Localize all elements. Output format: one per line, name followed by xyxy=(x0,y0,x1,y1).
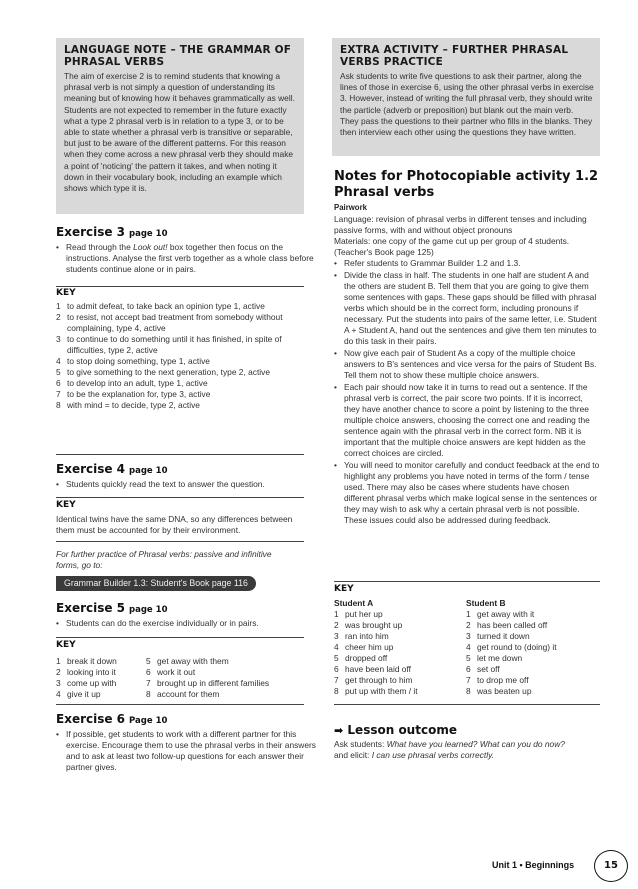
exercise6-heading xyxy=(56,712,167,726)
key-item xyxy=(466,686,606,697)
key-item xyxy=(146,678,311,689)
key-item-text: was brought up xyxy=(345,620,403,630)
exercise4-instruction: • Students quickly read the text to answer the question. xyxy=(56,479,314,490)
exercise4-key-bottom-rule xyxy=(56,541,304,542)
exercise4-key-title: KEY xyxy=(56,500,76,510)
exercise3-key-bottom-rule xyxy=(56,454,304,455)
key-item-number: 7 xyxy=(146,678,151,688)
notes-key-title: KEY xyxy=(334,584,354,594)
exercise3-instruction: • Read through the Look out! box together then focus on the instructions. Analyse the first verb together as a whole class before students continue alone or in pairs. xyxy=(56,242,314,275)
key-item xyxy=(334,620,462,631)
exercise3-key-list xyxy=(56,301,306,411)
notes-bullet: • You will need to monitor carefully and conduct feedback at the end to highlight any problems you have noted in terms of the form / tense used. There may also be cases where students have chosen different phrasal verbs which make logical sense in the sentences or they may wish to ask why a certain phrasal verb is not possible. These issues could also be addressed during feedback. xyxy=(334,460,600,526)
key-item-text: put her up xyxy=(345,609,383,619)
key-item-number: 3 xyxy=(56,678,61,688)
key-item-text: get round to (doing) it xyxy=(477,642,557,652)
key-item-number: 1 xyxy=(56,301,61,311)
student-b-key-list xyxy=(466,609,606,697)
exercise3-title: Exercise 3 xyxy=(56,225,126,239)
key-item xyxy=(56,389,306,400)
key-item xyxy=(56,301,306,312)
key-item xyxy=(334,642,462,653)
key-item-number: 6 xyxy=(466,664,471,674)
key-item-number: 8 xyxy=(56,400,61,410)
key-item xyxy=(56,400,306,411)
key-item-number: 4 xyxy=(56,689,61,699)
extra-activity-text: Ask students to write five questions to ask their partner, along the lines of those in exercise 6, using the other phrasal verbs in exercise 3. However, instead of writing the full phrasal verb, they should write the particle (adverb or preposition) but blank out the main verb. They pass the questions to their partner who fills in the blanks. They then interview each other using the questions they have written. xyxy=(340,71,594,138)
key-item-text: to develop into an adult, type 1, active xyxy=(67,378,208,388)
key-item-number: 4 xyxy=(334,642,339,652)
key-item-text: to admit defeat, to take back an opinion type 1, active xyxy=(67,301,265,311)
key-item xyxy=(334,675,462,686)
language-note-title: LANGUAGE NOTE – THE GRAMMAR OF PHRASAL VERBS xyxy=(64,44,292,68)
lesson-outcome-title: Lesson outcome xyxy=(347,723,457,737)
student-b-label: Student B xyxy=(466,598,506,608)
notes-pairwork: Pairwork xyxy=(334,203,367,212)
key-item-text: has been called off xyxy=(477,620,548,630)
notes-title xyxy=(334,169,604,201)
exercise4-key-text: Identical twins have the same DNA, so any differences between them must be accounted for by their environment. xyxy=(56,514,293,535)
key-item-text: have been laid off xyxy=(345,664,411,674)
key-item xyxy=(466,653,606,664)
exercise3-page: page 10 xyxy=(129,229,168,239)
key-item xyxy=(56,312,306,334)
key-item xyxy=(466,675,606,686)
key-item xyxy=(466,631,606,642)
key-item-number: 1 xyxy=(466,609,471,619)
key-item-number: 8 xyxy=(146,689,151,699)
key-item-number: 7 xyxy=(56,389,61,399)
key-item-text: to stop doing something, type 1, active xyxy=(67,356,210,366)
key-item xyxy=(56,678,141,689)
key-item-number: 1 xyxy=(56,656,61,666)
lesson-outcome-elicit: and elicit: I can use phrasal verbs correctly. xyxy=(334,750,494,760)
key-item-text: to give something to the next generation, type 2, active xyxy=(67,367,270,377)
key-item xyxy=(146,689,311,700)
exercise4-further-practice: For further practice of Phrasal verbs: passive and infinitive forms, go to: xyxy=(56,549,272,570)
key-item-text: get away with them xyxy=(157,656,229,666)
exercise3-heading xyxy=(56,225,168,239)
key-item-number: 3 xyxy=(56,334,61,344)
extra-activity-title: EXTRA ACTIVITY – FURTHER PHRASAL VERBS PRACTICE xyxy=(340,44,569,68)
notes-language: Language: revision of phrasal verbs in different tenses and including passive forms, with and without object pronouns xyxy=(334,214,587,235)
key-item xyxy=(466,664,606,675)
key-item-text: let me down xyxy=(477,653,523,663)
key-item xyxy=(56,356,306,367)
key-item-text: to resist, not accept bad treatment from somebody without complaining, type 4, active xyxy=(67,312,283,333)
exercise6-instruction: • If possible, get students to work with a different partner for this exercise. Encourage them to use the phrasal verbs in their answers and to ask at least two follow-up questions for each answer their partner gives. xyxy=(56,729,316,773)
exercise5-key-title: KEY xyxy=(56,640,76,650)
key-item-text: put up with them / it xyxy=(345,686,418,696)
key-item-number: 4 xyxy=(56,356,61,366)
notes-bullet: • Refer students to Grammar Builder 1.2 and 1.3. xyxy=(334,258,600,269)
key-item xyxy=(56,378,306,389)
exercise3-key-title: KEY xyxy=(56,288,76,298)
exercise5-key-list-b xyxy=(146,656,311,700)
key-item-number: 3 xyxy=(334,631,339,641)
key-item-number: 5 xyxy=(466,653,471,663)
exercise6-title: Exercise 6 xyxy=(56,712,126,726)
key-item-text: break it down xyxy=(67,656,117,666)
key-item-text: work it out xyxy=(157,667,196,677)
key-item-text: come up with xyxy=(67,678,117,688)
key-item xyxy=(466,642,606,653)
key-item xyxy=(466,620,606,631)
key-item-text: ran into him xyxy=(345,631,389,641)
key-item-text: turned it down xyxy=(477,631,530,641)
key-item xyxy=(334,686,462,697)
exercise4-title: Exercise 4 xyxy=(56,462,126,476)
language-note-text: The aim of exercise 2 is to remind students that knowing a phrasal verb is not simply a question of understanding its meaning but of knowing how it behaves grammatically as well. Students are not expected to remember in the future exactly what a type 2 phrasal verb is in relation to a type 3, or to be able to state whether a phrasal verb is transitive or separable, but just to be aware of the different patterns. For this reason when they come across a new phrasal verb they should make a point of 'noticing' the pattern it takes, and when noting it down in their vocabulary book, including an example which shows which type it is. xyxy=(64,71,295,194)
key-item-number: 7 xyxy=(466,675,471,685)
extra-activity-box xyxy=(332,38,600,156)
exercise5-key-rule xyxy=(56,637,304,638)
key-item-text: dropped off xyxy=(345,653,388,663)
notes-materials: Materials: one copy of the game cut up per group of 4 students. (Teacher's Book page 125) xyxy=(334,236,570,257)
key-item-number: 8 xyxy=(466,686,471,696)
exercise4-page: page 10 xyxy=(129,466,168,476)
notes-bullets xyxy=(334,258,600,527)
key-item-text: get through to him xyxy=(345,675,413,685)
key-item xyxy=(56,689,141,700)
key-item-text: get away with it xyxy=(477,609,535,619)
arrow-right-icon: ➡ xyxy=(334,724,344,737)
student-a-key-list xyxy=(334,609,462,697)
lesson-outcome-ask: Ask students: What have you learned? What can you do now? xyxy=(334,739,565,749)
key-item-number: 8 xyxy=(334,686,339,696)
exercise5-key-bottom-rule xyxy=(56,704,304,705)
exercise5-heading xyxy=(56,601,168,615)
notes-bullet: • Now give each pair of Student As a copy of the multiple choice answers to B's sentences and vice versa for the pairs of Student Bs. Tell them not to show these multiple choice answers. xyxy=(334,348,600,381)
key-item-text: to drop me off xyxy=(477,675,529,685)
key-item-number: 6 xyxy=(146,667,151,677)
exercise3-key-rule xyxy=(56,286,304,287)
key-item xyxy=(146,656,311,667)
key-item-text: brought up in different families xyxy=(157,678,270,688)
key-item xyxy=(334,653,462,664)
key-item-number: 2 xyxy=(466,620,471,630)
key-item xyxy=(56,367,306,378)
key-item-text: to continue to do something until it has finished, in spite of difficulties, type 2, active xyxy=(67,334,282,355)
key-item-text: looking into it xyxy=(67,667,116,677)
key-item-number: 2 xyxy=(334,620,339,630)
notes-key-rule xyxy=(334,581,600,582)
key-item xyxy=(334,609,462,620)
notes-title-line2: Phrasal verbs xyxy=(334,185,435,200)
notes-bullet: • Divide the class in half. The students in one half are student A and the others are student B. Tell them that you are going to give them some sentences with gaps. These gaps should be filled with phrasal verbs which should be in the correct form, including pronouns if necessary. Put the students into pairs of the same letter, i.e. Student A + Student A, hand out the sentences and give them ten minutes to do this task in their pairs. xyxy=(334,270,600,347)
key-item xyxy=(334,631,462,642)
key-item-text: was beaten up xyxy=(477,686,532,696)
key-item-number: 2 xyxy=(56,312,61,322)
notes-title-line1: Notes for Photocopiable activity 1.2 xyxy=(334,169,599,184)
exercise5-key-list-a xyxy=(56,656,141,700)
key-item-number: 5 xyxy=(56,367,61,377)
lesson-outcome-heading xyxy=(334,722,457,739)
key-item xyxy=(466,609,606,620)
key-item-text: with mind = to decide, type 2, active xyxy=(67,400,200,410)
exercise4-key-rule xyxy=(56,497,304,498)
key-item xyxy=(334,664,462,675)
key-item-number: 6 xyxy=(334,664,339,674)
key-item-number: 4 xyxy=(466,642,471,652)
key-item-number: 3 xyxy=(466,631,471,641)
exercise6-page: Page 10 xyxy=(129,716,168,726)
exercise4-heading xyxy=(56,462,168,476)
student-a-label: Student A xyxy=(334,598,374,608)
key-item-text: cheer him up xyxy=(345,642,394,652)
key-item-text: account for them xyxy=(157,689,220,699)
notes-bullet: • Each pair should now take it in turns to read out a sentence. If the phrasal verb is correct, the pair score two points. If it is incorrect, they have another chance to score a point by listening to the three multiple choice answers, choosing the correct one and reading the sentence again with the phrasal verb in the correct form. NB it is important that the multiple choice answers are kept hidden as the correct choices are circled. xyxy=(334,382,600,459)
exercise5-title: Exercise 5 xyxy=(56,601,126,615)
key-item xyxy=(56,334,306,356)
notes-key-bottom-rule xyxy=(334,704,600,705)
key-item-number: 2 xyxy=(56,667,61,677)
page-number: 15 xyxy=(594,850,628,882)
key-item-text: to be the explanation for, type 3, active xyxy=(67,389,211,399)
exercise5-instruction: • Students can do the exercise individually or in pairs. xyxy=(56,618,314,629)
key-item-text: give it up xyxy=(67,689,101,699)
key-item-number: 1 xyxy=(334,609,339,619)
key-item xyxy=(146,667,311,678)
language-note-box xyxy=(56,38,304,214)
key-item xyxy=(56,656,141,667)
key-item-number: 5 xyxy=(146,656,151,666)
key-item-number: 6 xyxy=(56,378,61,388)
key-item-number: 7 xyxy=(334,675,339,685)
exercise5-page: page 10 xyxy=(129,605,168,615)
key-item xyxy=(56,667,141,678)
key-item-text: set off xyxy=(477,664,500,674)
grammar-builder-link[interactable]: Grammar Builder 1.3: Student's Book page 116 xyxy=(56,576,256,591)
footer-unit: Unit 1 • Beginnings xyxy=(492,860,575,870)
key-item-number: 5 xyxy=(334,653,339,663)
